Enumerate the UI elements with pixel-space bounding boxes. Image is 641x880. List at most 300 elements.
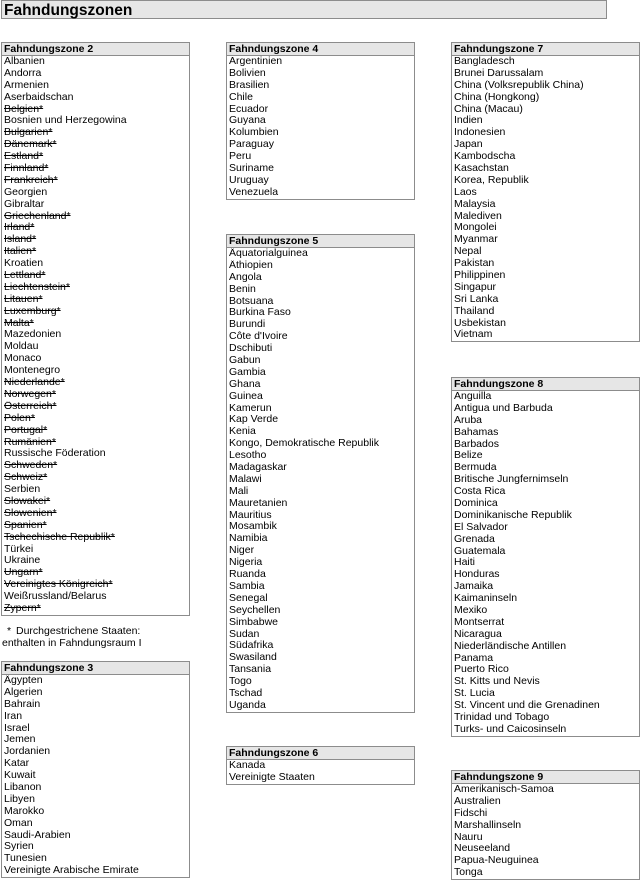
country-row xyxy=(227,593,414,605)
country-name: Turks- und Caicosinseln xyxy=(454,723,567,735)
country-name: Schweiz* xyxy=(4,472,48,484)
country-name: Aserbaidschan xyxy=(4,91,74,103)
country-row xyxy=(452,474,639,486)
country-row xyxy=(227,151,414,163)
country-name: Belgien* xyxy=(4,103,44,115)
country-row xyxy=(452,700,639,712)
country-row xyxy=(227,104,414,116)
country-row xyxy=(2,258,189,270)
country-name: Tschad xyxy=(229,687,263,699)
country-name: Bahamas xyxy=(454,426,499,438)
zone-4-table xyxy=(226,42,415,200)
country-name: Angola xyxy=(229,271,262,283)
country-name: Uruguay xyxy=(229,174,269,186)
country-name: Côte d'Ivoire xyxy=(229,331,288,343)
country-row xyxy=(2,329,189,341)
country-row xyxy=(227,760,414,772)
country-name: Norwegen* xyxy=(4,388,56,400)
country-row xyxy=(452,534,639,546)
country-row xyxy=(452,629,639,641)
country-name: Lesotho xyxy=(229,450,267,462)
country-row xyxy=(2,282,189,294)
country-row xyxy=(452,127,639,139)
country-name: Türkei xyxy=(4,543,34,555)
country-row xyxy=(2,830,189,842)
country-name: Niederländische Antillen xyxy=(454,640,567,652)
country-row xyxy=(452,439,639,451)
country-name: Nigeria xyxy=(229,557,263,569)
country-row xyxy=(452,832,639,844)
country-row xyxy=(2,92,189,104)
country-row xyxy=(227,640,414,652)
country-row xyxy=(2,211,189,223)
country-row xyxy=(227,139,414,151)
country-name: Mongolei xyxy=(454,222,497,234)
country-row xyxy=(2,734,189,746)
country-name: Barbados xyxy=(454,438,499,450)
country-name: Guatemala xyxy=(454,545,506,557)
country-name: Slowakei* xyxy=(4,495,51,507)
country-row xyxy=(2,699,189,711)
country-name: Nicaragua xyxy=(454,628,502,640)
country-name: Mexiko xyxy=(454,605,488,617)
country-row xyxy=(452,175,639,187)
country-name: Kaimaninseln xyxy=(454,593,518,605)
country-row xyxy=(2,865,189,877)
country-name: Marokko xyxy=(4,805,45,817)
country-row xyxy=(227,319,414,331)
country-row xyxy=(452,462,639,474)
country-name: Tansania xyxy=(229,664,272,676)
country-row xyxy=(2,675,189,687)
country-row xyxy=(2,532,189,544)
country-row xyxy=(452,68,639,80)
country-row xyxy=(452,808,639,820)
country-row xyxy=(2,460,189,472)
country-row xyxy=(452,427,639,439)
country-row xyxy=(2,163,189,175)
country-name: Pakistan xyxy=(454,258,495,270)
country-row xyxy=(2,234,189,246)
country-name: Syrien xyxy=(4,841,34,853)
country-row xyxy=(2,425,189,437)
country-row xyxy=(227,92,414,104)
country-row xyxy=(227,557,414,569)
country-name: China (Hongkong) xyxy=(454,91,540,103)
country-name: Vereinigtes Königreich* xyxy=(4,579,113,591)
footnote-text: Durchgestrichene Staaten: xyxy=(16,625,141,637)
country-name: Korea, Republik xyxy=(454,174,529,186)
country-name: Venezuela xyxy=(229,186,279,198)
country-name: Sambia xyxy=(229,580,265,592)
country-row xyxy=(2,794,189,806)
country-name: St. Lucia xyxy=(454,688,495,700)
country-name: Philippinen xyxy=(454,270,506,282)
country-row xyxy=(452,724,639,736)
country-name: Argentinien xyxy=(229,56,283,67)
country-row xyxy=(452,391,639,403)
country-name: Nepal xyxy=(454,246,482,258)
country-row xyxy=(227,296,414,308)
country-name: Kuwait xyxy=(4,770,36,782)
country-name: Lettland* xyxy=(4,270,46,282)
country-row xyxy=(452,843,639,855)
country-name: Vietnam xyxy=(454,329,493,341)
country-row xyxy=(227,617,414,629)
country-row xyxy=(2,687,189,699)
country-row xyxy=(227,664,414,676)
country-name: Island* xyxy=(4,234,37,246)
country-name: Moldau xyxy=(4,341,39,353)
country-row xyxy=(452,498,639,510)
country-row xyxy=(2,222,189,234)
country-row xyxy=(452,151,639,163)
country-row xyxy=(452,641,639,653)
country-name: El Salvador xyxy=(454,521,508,533)
country-row xyxy=(227,462,414,474)
country-name: Iran xyxy=(4,710,23,722)
country-row xyxy=(227,175,414,187)
country-row xyxy=(227,533,414,545)
country-name: Jemen xyxy=(4,734,36,746)
zone-8-table xyxy=(451,377,640,737)
country-name: Sri Lanka xyxy=(454,293,499,305)
country-row xyxy=(2,341,189,353)
country-name: Botsuana xyxy=(229,295,274,307)
country-name: Burkina Faso xyxy=(229,307,291,319)
country-name: Suriname xyxy=(229,163,274,175)
country-name: Malawi xyxy=(229,473,262,485)
country-row xyxy=(2,758,189,770)
country-name: Niederlande* xyxy=(4,377,65,389)
zone-2-table xyxy=(1,42,190,616)
country-name: Costa Rica xyxy=(454,486,506,498)
country-row xyxy=(2,377,189,389)
country-row xyxy=(452,56,639,68)
country-name: Benin xyxy=(229,283,256,295)
country-row xyxy=(452,569,639,581)
country-name: China (Volksrepublik China) xyxy=(454,79,584,91)
zone-3-table xyxy=(1,661,190,878)
country-row xyxy=(2,591,189,603)
country-name: Spanien* xyxy=(4,519,47,531)
country-row xyxy=(452,199,639,211)
country-name: Panama xyxy=(454,652,494,664)
zone-7-list xyxy=(452,56,639,341)
country-row xyxy=(227,545,414,557)
country-row xyxy=(452,796,639,808)
country-row xyxy=(2,746,189,758)
country-name: Albanien xyxy=(4,56,45,67)
country-row xyxy=(2,782,189,794)
country-name: Jamaika xyxy=(454,581,494,593)
country-name: Gambia xyxy=(229,366,266,378)
country-name: Haiti xyxy=(454,557,476,569)
country-row xyxy=(227,115,414,127)
country-row xyxy=(227,391,414,403)
country-name: Ungarn* xyxy=(4,567,43,579)
country-row xyxy=(227,450,414,462)
country-name: Tschechische Republik* xyxy=(4,531,115,543)
country-row xyxy=(227,486,414,498)
country-name: Vereinigte Staaten xyxy=(229,771,315,783)
country-name: Nauru xyxy=(454,831,483,843)
country-row xyxy=(2,544,189,556)
country-row xyxy=(452,522,639,534)
country-name: Grenada xyxy=(454,533,495,545)
country-name: Libanon xyxy=(4,782,42,794)
zone-9-title: Fahndungszone 9 xyxy=(452,771,639,784)
country-row xyxy=(2,853,189,865)
zone-6-title: Fahndungszone 6 xyxy=(227,747,414,760)
country-name: Laos xyxy=(454,186,477,198)
country-row xyxy=(227,569,414,581)
country-row xyxy=(2,56,189,68)
country-name: Polen* xyxy=(4,412,35,424)
country-name: Togo xyxy=(229,676,252,688)
country-name: Sudan xyxy=(229,628,260,640)
country-name: Ecuador xyxy=(229,103,269,115)
country-row xyxy=(227,331,414,343)
country-name: Österreich* xyxy=(4,400,57,412)
country-name: Zypern* xyxy=(4,602,41,614)
zone-3-title: Fahndungszone 3 xyxy=(2,662,189,675)
country-name: Südafrika xyxy=(229,640,274,652)
country-name: Israel xyxy=(4,722,30,734)
country-row xyxy=(452,211,639,223)
country-row xyxy=(2,603,189,615)
country-row xyxy=(452,222,639,234)
country-name: Montenegro xyxy=(4,365,61,377)
country-row xyxy=(452,92,639,104)
country-name: Vereinigte Arabische Emirate xyxy=(4,865,139,877)
country-name: Kap Verde xyxy=(229,414,279,426)
country-name: Myanmar xyxy=(454,234,498,246)
country-row xyxy=(227,307,414,319)
country-name: Liechtenstein* xyxy=(4,281,70,293)
country-row xyxy=(227,272,414,284)
country-name: Äthiopien xyxy=(229,259,273,271)
country-name: Australien xyxy=(454,795,501,807)
country-name: Irland* xyxy=(4,222,35,234)
country-name: Paraguay xyxy=(229,139,274,151)
country-row xyxy=(2,770,189,782)
country-row xyxy=(452,557,639,569)
zone-6-table xyxy=(226,746,415,785)
country-name: Rumänien* xyxy=(4,436,56,448)
country-name: Äquatorialguinea xyxy=(229,248,308,259)
country-name: Senegal xyxy=(229,592,268,604)
zone-9-table xyxy=(451,770,640,880)
zone-6-list xyxy=(227,760,414,784)
country-row xyxy=(2,68,189,80)
country-name: Niger xyxy=(229,545,255,557)
country-row xyxy=(452,486,639,498)
country-name: Bermuda xyxy=(454,462,497,474)
country-name: Namibia xyxy=(229,533,268,545)
country-row xyxy=(2,270,189,282)
country-name: Thailand xyxy=(454,305,495,317)
country-name: Tonga xyxy=(454,867,483,879)
country-name: Indonesien xyxy=(454,127,506,139)
country-name: Serbien xyxy=(4,484,41,496)
country-row xyxy=(2,413,189,425)
country-row xyxy=(227,56,414,68)
zone-5-title: Fahndungszone 5 xyxy=(227,235,414,248)
country-row xyxy=(2,139,189,151)
country-row xyxy=(2,365,189,377)
country-row xyxy=(2,318,189,330)
country-name: Mazedonien xyxy=(4,329,62,341)
country-row xyxy=(452,294,639,306)
country-name: Monaco xyxy=(4,353,42,365)
country-row xyxy=(2,508,189,520)
country-row xyxy=(2,472,189,484)
country-row xyxy=(2,567,189,579)
zone-5-list xyxy=(227,248,414,712)
country-name: Malta* xyxy=(4,317,34,329)
country-name: Frankreich* xyxy=(4,174,58,186)
country-name: Dominikanische Republik xyxy=(454,509,572,521)
country-row xyxy=(2,579,189,591)
country-name: Chile xyxy=(229,91,253,103)
country-row xyxy=(2,818,189,830)
country-name: Seychellen xyxy=(229,604,281,616)
country-row xyxy=(2,127,189,139)
country-name: Kambodscha xyxy=(454,151,516,163)
country-name: Italien* xyxy=(4,246,37,258)
country-row xyxy=(452,415,639,427)
country-name: Armenien xyxy=(4,79,49,91)
country-row xyxy=(452,688,639,700)
country-row xyxy=(452,329,639,341)
country-row xyxy=(227,510,414,522)
country-name: Weißrussland/Belarus xyxy=(4,591,107,603)
country-name: Bosnien und Herzegowina xyxy=(4,115,127,127)
country-name: Jordanien xyxy=(4,746,51,758)
country-name: China (Macau) xyxy=(454,103,523,115)
country-row xyxy=(227,68,414,80)
country-name: Kongo, Demokratische Republik xyxy=(229,438,379,450)
country-row xyxy=(227,260,414,272)
country-row xyxy=(2,806,189,818)
country-name: Dschibuti xyxy=(229,343,273,355)
country-name: Brunei Darussalam xyxy=(454,67,544,79)
country-row xyxy=(452,246,639,258)
zone-8-list xyxy=(452,391,639,736)
country-row xyxy=(227,700,414,712)
country-row xyxy=(227,772,414,784)
country-row xyxy=(452,510,639,522)
country-row xyxy=(452,163,639,175)
country-name: Simbabwe xyxy=(229,616,279,628)
country-row xyxy=(227,248,414,260)
country-row xyxy=(2,104,189,116)
country-name: Puerto Rico xyxy=(454,664,509,676)
country-name: Swasiland xyxy=(229,652,277,664)
footnote xyxy=(2,625,192,649)
country-name: Slowenien* xyxy=(4,507,57,519)
country-row xyxy=(452,855,639,867)
country-row xyxy=(227,379,414,391)
country-row xyxy=(227,80,414,92)
country-name: Papua-Neuguinea xyxy=(454,855,539,867)
country-name: Brasilien xyxy=(229,79,270,91)
country-row xyxy=(452,115,639,127)
country-name: Bolivien xyxy=(229,67,266,79)
country-row xyxy=(227,629,414,641)
country-row xyxy=(2,187,189,199)
country-name: Japan xyxy=(454,139,483,151)
country-name: Dänemark* xyxy=(4,139,57,151)
country-row xyxy=(2,246,189,258)
country-name: Gibraltar xyxy=(4,198,45,210)
country-row xyxy=(227,521,414,533)
country-row xyxy=(452,318,639,330)
country-row xyxy=(227,163,414,175)
country-name: Malaysia xyxy=(454,198,496,210)
footnote-marker: * xyxy=(6,625,12,637)
country-row xyxy=(227,355,414,367)
country-row xyxy=(452,617,639,629)
country-name: Kanada xyxy=(229,760,266,771)
country-row xyxy=(2,151,189,163)
country-name: Marshallinseln xyxy=(454,819,522,831)
country-name: Kenia xyxy=(229,426,256,438)
country-row xyxy=(2,306,189,318)
country-row xyxy=(2,448,189,460)
country-name: Ruanda xyxy=(229,569,266,581)
country-name: Montserrat xyxy=(454,616,505,628)
country-row xyxy=(452,80,639,92)
country-name: Guyana xyxy=(229,115,266,127)
zone-5-table xyxy=(226,234,415,713)
country-row xyxy=(2,353,189,365)
country-name: Amerikanisch-Samoa xyxy=(454,784,554,795)
country-row xyxy=(2,80,189,92)
country-row xyxy=(2,389,189,401)
zone-9-list xyxy=(452,784,639,879)
country-name: Mauritius xyxy=(229,509,272,521)
country-name: Mosambik xyxy=(229,521,277,533)
country-name: Antigua und Barbuda xyxy=(454,402,553,414)
country-name: Dominica xyxy=(454,498,498,510)
zone-4-title: Fahndungszone 4 xyxy=(227,43,414,56)
country-row xyxy=(452,139,639,151)
country-row xyxy=(2,484,189,496)
country-name: St. Vincent und die Grenadinen xyxy=(454,700,600,712)
country-row xyxy=(227,474,414,486)
country-row xyxy=(452,403,639,415)
country-name: Ägypten xyxy=(4,675,43,686)
country-name: Bahrain xyxy=(4,698,41,710)
country-name: Neuseeland xyxy=(454,843,511,855)
country-name: Bangladesch xyxy=(454,56,515,67)
country-row xyxy=(2,115,189,127)
country-row xyxy=(2,437,189,449)
country-name: Belize xyxy=(454,450,483,462)
page-title: Fahndungszonen xyxy=(1,0,607,19)
country-row xyxy=(2,520,189,532)
country-name: Russische Föderation xyxy=(4,448,106,460)
country-row xyxy=(2,555,189,567)
country-row xyxy=(227,343,414,355)
zone-8-title: Fahndungszone 8 xyxy=(452,378,639,391)
country-name: Kamerun xyxy=(229,402,272,414)
zone-7-title: Fahndungszone 7 xyxy=(452,43,639,56)
country-row xyxy=(227,498,414,510)
country-row xyxy=(452,664,639,676)
